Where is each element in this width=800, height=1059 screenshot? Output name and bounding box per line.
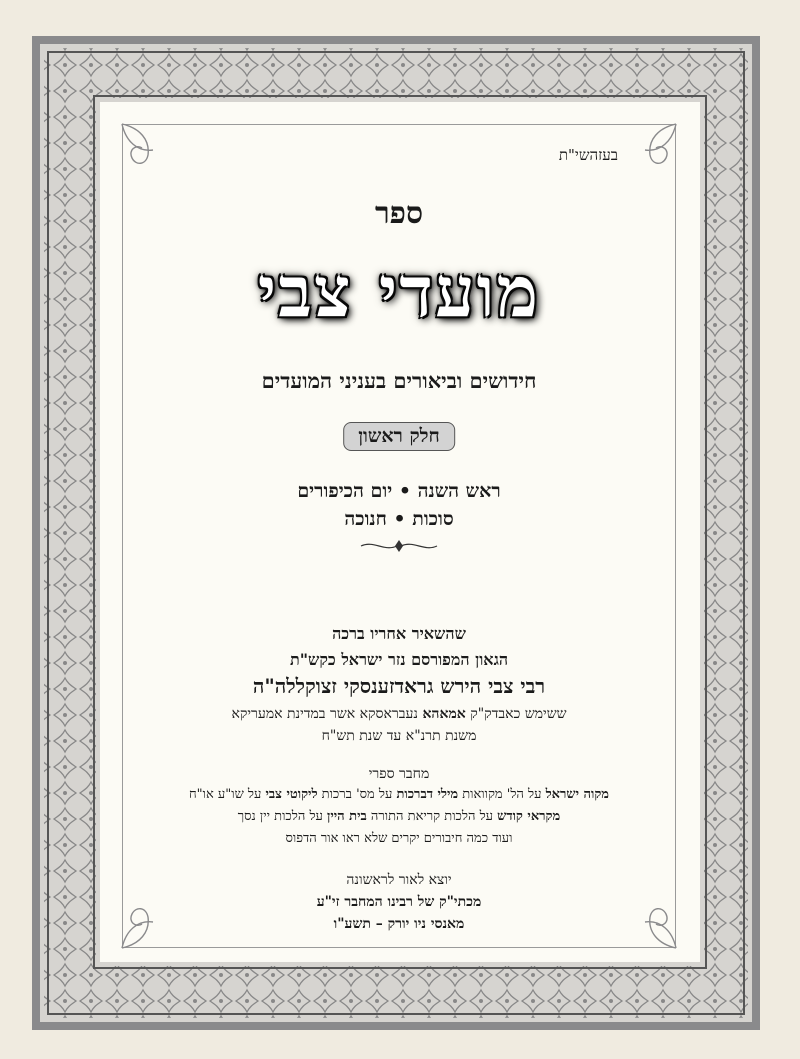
works-line-2	[122, 808, 676, 824]
served-prefix: ששימש כאבדק"ק	[465, 706, 567, 722]
book-title: מועדי צבי	[257, 250, 541, 333]
work-title: ליקוטי צבי	[265, 787, 318, 802]
gaon-line: הגאון המפורסם נזר ישראל כקש"ת	[289, 650, 509, 669]
publish-line-3: מאנסי ניו יורק – תשע"ו	[333, 916, 465, 932]
work-desc: על מס' ברכות	[317, 787, 397, 802]
work-desc: על הלכות יין נסך	[237, 809, 328, 824]
work-desc: על שו"ע או"ח	[188, 787, 266, 802]
topics-line-1: ראש השנה • יום הכיפורים	[297, 480, 501, 502]
sefer-label: ספר	[374, 196, 424, 231]
served-city: אמאהא	[422, 706, 466, 722]
work-title: מקוה ישראל	[545, 787, 610, 802]
work-title: בית היין	[327, 809, 367, 824]
work-title: מילי דברכות	[396, 787, 459, 802]
work-desc: על הל' מקוואות	[458, 787, 546, 802]
author-name: רבי צבי הירש גראדזענסקי זצוקללה"ה	[252, 674, 546, 698]
author-of-line: מחבר ספרי	[368, 766, 430, 782]
publish-line-1: יוצא לאור לראשונה	[346, 872, 452, 888]
work-desc: על הלכות קריאת התורה	[366, 809, 498, 824]
served-line	[122, 706, 676, 723]
work-title: מקראי קודש	[497, 809, 561, 824]
served-suffix: נעבראסקא אשר במדינת אמעריקא	[231, 706, 423, 722]
book-subtitle: חידושים וביאורים בעניני המועדים	[261, 368, 537, 393]
works-line-1	[122, 786, 676, 802]
works-line-3: ועוד כמה חיבורים יקרים שלא ראו אור הדפוס	[285, 831, 513, 846]
left-blessing-line: שהשאיר אחריו ברכה	[332, 624, 466, 643]
title-page-content	[122, 124, 676, 948]
part-badge: חלק ראשון	[343, 422, 455, 451]
years-line: משנת תרנ"א עד שנת תש"ח	[321, 728, 477, 744]
blessing-abbreviation: בעזהשי"ת	[558, 146, 618, 164]
publish-line-2: מכתי"ק של רבינו המחבר זי"ע	[316, 894, 482, 910]
divider-flourish-icon	[359, 538, 439, 554]
topics-line-2: סוכות • חנוכה	[344, 508, 454, 530]
